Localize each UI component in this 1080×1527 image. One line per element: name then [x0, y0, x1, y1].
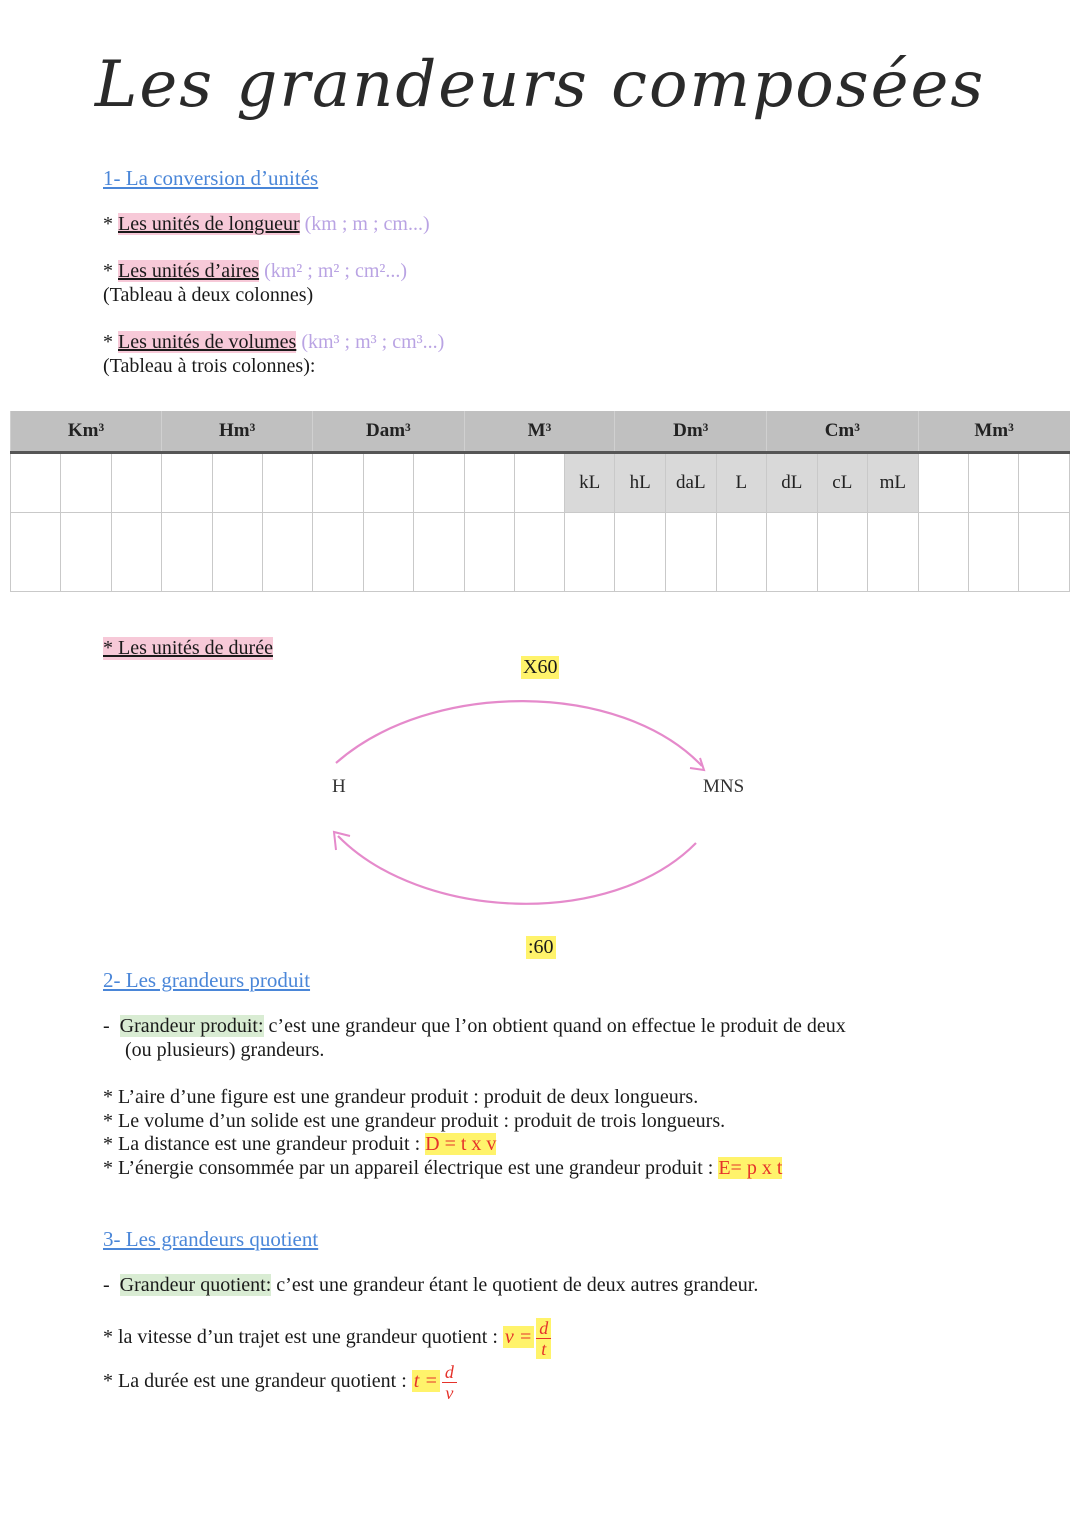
vitesse-fraction — [536, 1318, 551, 1359]
table-cell — [363, 453, 413, 513]
longueur-label: Les unités de longueur — [118, 213, 300, 235]
capacity-ml: mL — [868, 453, 919, 513]
longueur-line — [103, 213, 430, 236]
page-title: Les grandeurs composées — [94, 48, 986, 122]
quotient-example-duree — [103, 1362, 457, 1403]
table-cell — [817, 513, 868, 592]
table-cell — [162, 453, 212, 513]
table-cell — [767, 513, 818, 592]
table-cell — [11, 513, 61, 592]
header-dm3: Dm³ — [615, 411, 767, 453]
bullet: * — [103, 260, 118, 282]
section-heading-conversion: 1- La conversion d’unités — [103, 166, 319, 190]
quotient-definition — [103, 1274, 758, 1297]
capacity-hl: hL — [615, 453, 666, 513]
vitesse-lhs: v = — [504, 1326, 533, 1349]
table-cell — [615, 513, 666, 592]
capacity-kl: kL — [564, 453, 615, 513]
table-cell — [414, 513, 464, 592]
quotient-example-vitesse — [103, 1318, 551, 1359]
bullet: * — [103, 213, 118, 235]
distance-text: * La distance est une grandeur produit : — [103, 1133, 426, 1155]
distance-formula: D = t x v — [425, 1133, 497, 1155]
aires-examples: (km² ; m² ; cm²...) — [259, 260, 408, 282]
fraction-denominator: t — [541, 1339, 547, 1359]
table-header-row — [11, 411, 1070, 453]
table-cell — [313, 513, 363, 592]
table-cell — [111, 513, 161, 592]
duree-label: * Les unités de durée — [103, 637, 273, 659]
header-dam3: Dam³ — [313, 411, 464, 453]
table-cell — [1019, 453, 1070, 513]
duree-text: * La durée est une grandeur quotient : — [103, 1370, 412, 1393]
table-cell — [61, 513, 111, 592]
table-cell — [464, 453, 514, 513]
aires-line — [103, 260, 407, 283]
table-cell — [262, 453, 312, 513]
dash: - — [103, 1274, 110, 1296]
table-cell — [212, 513, 262, 592]
energie-formula: E= p x t — [718, 1157, 783, 1179]
fraction-denominator: v — [445, 1383, 454, 1403]
bullet: * — [103, 331, 118, 353]
produit-definition — [103, 1015, 846, 1038]
table-cell — [414, 453, 464, 513]
table-cell — [969, 453, 1019, 513]
duree-lhs: t = — [413, 1370, 438, 1393]
table-cell — [918, 453, 968, 513]
produit-def-line2: (ou plusieurs) grandeurs. — [125, 1039, 325, 1061]
aires-note: (Tableau à deux colonnes) — [103, 284, 314, 306]
table-cell — [514, 453, 564, 513]
capacity-dl: dL — [767, 453, 818, 513]
produit-example-energie — [103, 1157, 782, 1180]
table-cell — [212, 453, 262, 513]
table-cell — [969, 513, 1019, 592]
quotient-def: c’est une grandeur étant le quotient de deux autres grandeur. — [271, 1274, 759, 1296]
table-row — [11, 453, 1070, 513]
multiply-60-label: X60 — [523, 656, 558, 678]
table-cell — [111, 453, 161, 513]
section-heading-quotient: 3- Les grandeurs quotient — [103, 1227, 319, 1251]
fraction-numerator: d — [536, 1318, 551, 1339]
capacity-cl: cL — [817, 453, 868, 513]
table-cell — [363, 513, 413, 592]
table-cell — [564, 513, 615, 592]
produit-example-aire: * L’aire d’une figure est une grandeur produit : produit de deux longueurs. — [103, 1086, 699, 1108]
node-minutes: MNS — [703, 776, 745, 797]
quotient-term: Grandeur quotient: — [119, 1274, 272, 1296]
energie-text: * L’énergie consommée par un appareil électrique est une grandeur produit : — [103, 1157, 719, 1179]
section-heading-produit: 2- Les grandeurs produit — [103, 968, 311, 992]
longueur-examples: (km ; m ; cm...) — [299, 213, 430, 235]
table-cell — [162, 513, 212, 592]
table-cell — [514, 513, 564, 592]
fraction-numerator: d — [442, 1362, 457, 1383]
header-m3: M³ — [464, 411, 615, 453]
table-cell — [11, 453, 61, 513]
table-cell — [868, 513, 919, 592]
header-mm3: Mm³ — [918, 411, 1069, 453]
node-hours: H — [332, 776, 346, 797]
volumes-examples: (km³ ; m³ ; cm³...) — [296, 331, 445, 353]
table-cell — [716, 513, 766, 592]
table-cell — [1019, 513, 1070, 592]
header-km3: Km³ — [11, 411, 162, 453]
table-cell — [665, 513, 716, 592]
table-cell — [464, 513, 514, 592]
dash: - — [103, 1015, 110, 1037]
header-hm3: Hm³ — [162, 411, 313, 453]
header-cm3: Cm³ — [767, 411, 919, 453]
produit-term: Grandeur produit: — [119, 1015, 264, 1037]
duree-fraction — [442, 1362, 457, 1403]
produit-example-distance — [103, 1133, 496, 1156]
table-cell — [918, 513, 968, 592]
volumes-line — [103, 331, 444, 354]
table-cell — [313, 453, 363, 513]
arrow-mns-to-h — [338, 836, 696, 904]
capacity-dal: daL — [665, 453, 716, 513]
vitesse-text: * la vitesse d’un trajet est une grandeur quotient : — [103, 1326, 503, 1349]
time-conversion-arrows — [320, 680, 740, 930]
table-cell — [262, 513, 312, 592]
produit-example-volume: * Le volume d’un solide est une grandeur produit : produit de trois longueurs. — [103, 1110, 726, 1132]
arrow-h-to-mns — [336, 701, 702, 766]
capacity-l: L — [716, 453, 766, 513]
volumes-note: (Tableau à trois colonnes): — [103, 355, 316, 377]
volumes-label: Les unités de volumes — [118, 331, 297, 353]
table-row — [11, 513, 1070, 592]
produit-def-line1: c’est une grandeur que l’on obtient quand on effectue le produit de deux — [263, 1015, 846, 1037]
table-cell — [61, 453, 111, 513]
aires-label: Les unités d’aires — [118, 260, 260, 282]
divide-60-label: :60 — [528, 936, 554, 958]
volume-conversion-table — [10, 411, 1070, 592]
